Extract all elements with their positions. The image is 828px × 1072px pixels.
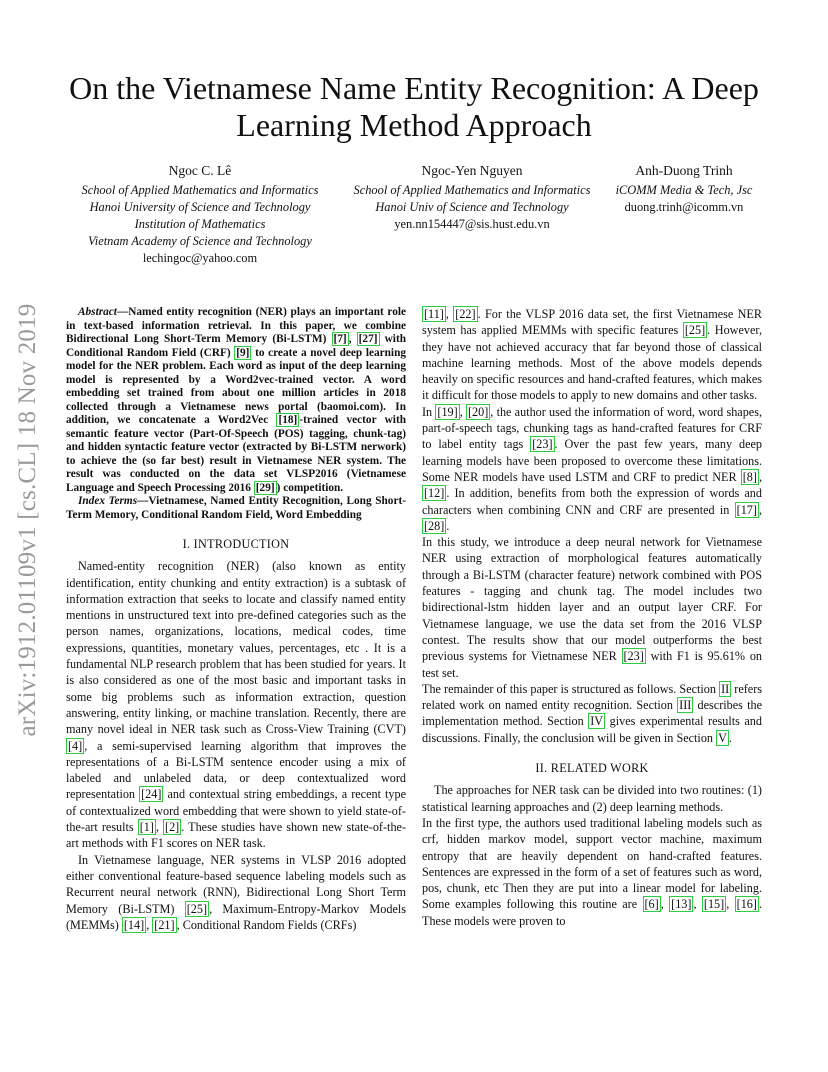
- author-email: duong.trinh@icomm.vn: [624, 200, 744, 214]
- section-heading-introduction: I. INTRODUCTION: [182, 537, 290, 551]
- abstract-label: Abstract: [78, 306, 117, 318]
- paragraph: The approaches for NER task can be divided into two routines: (1) statistical learning approaches and (2) deep learning methods.: [422, 783, 762, 814]
- author-affiliation: Institution of Mathematics: [134, 217, 266, 231]
- citation-link[interactable]: [25]: [684, 323, 706, 338]
- author-3: [604, 162, 764, 216]
- citation-link[interactable]: [24]: [141, 787, 162, 802]
- author-affiliation: Hanoi Univ of Science and Technology: [375, 200, 569, 214]
- author-email: yen.nn154447@sis.hust.edu.vn: [394, 217, 550, 231]
- citation-link[interactable]: [22]: [455, 307, 476, 321]
- author-affiliation: Hanoi University of Science and Technology: [89, 200, 311, 214]
- paragraph: The remainder of this paper is structured as follows. Section II refers related work on named entity recognition. Section III describes the implementation method. Section IV gives experimental results and discussions. Finally, the conclusion will be given in Section V .: [422, 681, 762, 745]
- citation-link[interactable]: [15]: [703, 897, 725, 912]
- author-affiliation: iCOMM Media & Tech, Jsc: [615, 183, 753, 197]
- author-name: Anh-Duong Trinh: [635, 163, 733, 178]
- citation-link[interactable]: [2]: [165, 820, 180, 835]
- citation-link[interactable]: [9]: [236, 346, 250, 359]
- author-2: [338, 162, 606, 233]
- section-heading-related-work: II. RELATED WORK: [535, 761, 649, 776]
- citation-link[interactable]: [17]: [736, 502, 757, 517]
- paragraph: In this study, we introduce a deep neural network for Vietnamese NER using extraction of morphological features automatically through a Bi-LSTM (character feature) network combined with POS features - tagging and chunk tag. The model includes two bidirectional-lstm hidden layer and an output layer CRF. For Vietnamese language, we use the data set from the 2016 VLSP contest. The results show that our model outperforms the best previous systems for Vietnamese NER [23] with F1 is 95.61% on test set.: [422, 535, 763, 680]
- citation-link[interactable]: [12]: [424, 486, 445, 501]
- section-link[interactable]: V: [718, 730, 727, 745]
- citation-link[interactable]: [4]: [68, 738, 83, 753]
- index-terms: Index Terms—Vietnamese, Named Entity Recognition, Long Short-Term Memory, Conditional Random Field, Word Embedding: [66, 495, 406, 521]
- citation-link[interactable]: [23]: [532, 437, 553, 452]
- citation-link[interactable]: [20]: [467, 404, 489, 419]
- paper-title: On the Vietnamese Name Entity Recognition: A Deep Learning Method Approach: [69, 70, 759, 143]
- author-name: Ngoc-Yen Nguyen: [421, 163, 523, 178]
- section-link[interactable]: IV: [590, 714, 604, 729]
- citation-link[interactable]: [27]: [358, 333, 378, 345]
- abstract: Abstract—Named entity recognition (NER) plays an important role in text-based information retrieval. In this paper, we combine Bidirectional Long Short-Term Memory (Bi-LSTM) [7] , [27] with Conditional Random Field (CRF) [9] to create a novel deep learning model for the NER problem. Each word as input of the deep learning model is represented by a Word2vec-trained vector. A word embedding set trained from about one million articles in 2018 collected through a Vietnamese news portal (baomoi.com). In addition, we concatenate a Word2Vec [18] -trained vector with semantic feature vector (Part-Of-Speech (POS) tagging, chunk-tag) and hidden syntactic feature vector (extracted by Bi-LSTM nerwork) to achieve the (so far best) result in Vietnamese NER system. The result was conducted on the data set VLSP2016 (Vietnamese Language and Speech Processing 2016 [29] ) competition.: [66, 306, 406, 494]
- author-affiliation: School of Applied Mathematics and Informatics: [81, 183, 319, 197]
- paragraph: Named-entity recognition (NER) (also known as entity identification, entity chunking and entity extraction) is a subtask of information extraction that seeks to locate and classify named entity mentions in unstructured text into pre-defined categories such as the person names, organizations, locations, medical codes, time expressions, quantities, monetary values, percentages, etc . It is a fundamental NLP research problem that has been studied for years. It is also considered as one of the most basic and important tasks in some big problems such as information extraction, question answering, entity linking, or machine translation. Recently, there are many novel ideal in NER task such as Cross-View Training (CVT) [4] , a semi-supervised learning algorithm that improves the representations of a Bi-LSTM sentence encoder using a mix of labeled and unlabeled data, or deep contextualized word representation [24] and contextual string embeddings, a recent type of contextualized word embedding that were shown to yield state-of-the-art results [1] , [2] . These studies have shown new state-of-the-art methods with F1 scores on NER task.: [66, 559, 406, 851]
- section-link[interactable]: III: [679, 698, 692, 713]
- author-affiliation: School of Applied Mathematics and Informatics: [353, 183, 591, 197]
- citation-link[interactable]: [6]: [644, 897, 659, 912]
- citation-link[interactable]: [18]: [278, 414, 298, 426]
- paragraph: In Vietnamese language, NER systems in VLSP 2016 adopted either conventional feature-based sequence labeling models such as Recurrent neural network (RNN), Bidirectional Long Short Term Memory (Bi-LSTM) [25] , Maximum-Entropy-Markov Models (MEMMs) [14] , [21] , Conditional Random Fields (CRFs): [66, 852, 406, 932]
- author-1: [68, 162, 332, 267]
- arxiv-stamp-text: arXiv:1912.01109v1 [cs.CL] 18 Nov 2019: [14, 303, 41, 737]
- paragraph: In the first type, the authors used traditional labeling models such as crf, hidden markov model, support vector machine, maximum entropy that are heavily dependent on hand-crafted features. Sentences are expressed in the form of a set of features such as word, pos, chunk, etc Then they are put into a linear model for labeling. Some examples following this routine are [6] , [13] , [15] , [16] . These models were proven to: [422, 815, 763, 928]
- citation-link[interactable]: [14]: [123, 917, 145, 932]
- citation-link[interactable]: [28]: [424, 518, 445, 533]
- index-terms-label: Index Terms: [78, 495, 138, 507]
- right-column: [422, 306, 762, 929]
- left-column: [66, 306, 406, 933]
- citation-link[interactable]: [21]: [154, 917, 175, 932]
- citation-link[interactable]: [19]: [437, 404, 458, 419]
- author-name: Ngoc C. Lê: [168, 163, 232, 178]
- citation-link[interactable]: [7]: [333, 333, 347, 345]
- paragraph: In [19] , [20] , the author used the information of word, word shapes, part-of-speech tags, chunking tags as hand-crafted features for CRF to label entity tags [23] . Over the past few years, many deep learning models have been proposed to overcome these limitations. Some NER models have used LSTM and CRF to predict NER [8] , [12] . In addition, benefits from both the expression of words and characters when combining CNN and CRF are presented in [17] , [28] .: [422, 404, 763, 533]
- arxiv-stamp: [6, 280, 50, 760]
- citation-link[interactable]: [23]: [623, 649, 644, 664]
- author-email: lechingoc@yahoo.com: [142, 251, 258, 265]
- citation-link[interactable]: [13]: [671, 897, 692, 912]
- citation-link[interactable]: [11]: [424, 307, 444, 321]
- author-affiliation: Vietnam Academy of Science and Technology: [88, 234, 312, 248]
- citation-link[interactable]: [29]: [255, 481, 275, 494]
- paragraph-continued: [11] , [22] . For the VLSP 2016 data set, the first Vietnamese NER system has applied MEMMs with specific features [25] . However, they have not achieved accuracy that far beyond those of classical machine learning methods. Most of the above models depends heavily on specific resources and hand-crafted features, which makes it difficult for those models to apply to new domains and other tasks.: [422, 307, 762, 403]
- citation-link[interactable]: [1]: [139, 820, 154, 835]
- section-link[interactable]: II: [721, 681, 730, 696]
- citation-link[interactable]: [25]: [186, 901, 208, 916]
- citation-link[interactable]: [16]: [736, 897, 757, 912]
- citation-link[interactable]: [8]: [742, 469, 757, 484]
